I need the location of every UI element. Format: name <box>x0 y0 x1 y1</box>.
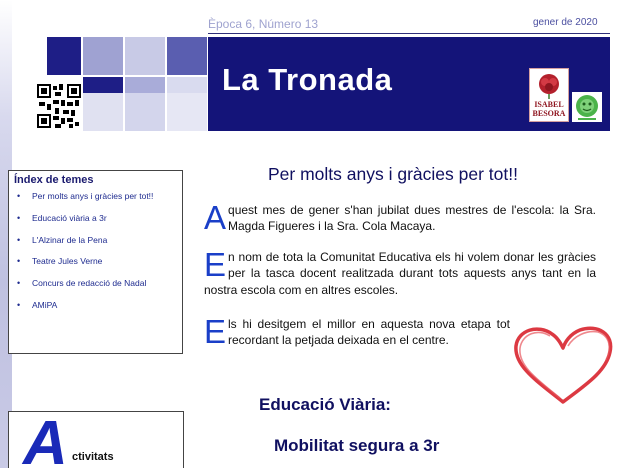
drop-cap: E <box>204 246 227 283</box>
paragraph-text: quest mes de gener s'han jubilat dues mestres de l'escola: la Sra. Magda Figueres i la Sra. Cola Macaya. <box>228 203 596 234</box>
issue-date: gener de 2020 <box>533 17 598 28</box>
index-item[interactable]: • Concurs de redacció de Nadal <box>16 278 153 300</box>
index-item[interactable]: • Teatre Jules Verne <box>16 256 153 278</box>
drop-cap: E <box>204 313 227 350</box>
section-subtitle: Mobilitat segura a 3r <box>274 436 440 455</box>
isabel-besora-logo <box>529 68 569 122</box>
activities-box <box>8 411 184 468</box>
index-item[interactable]: • Per molts anys i gràcies per tot!! <box>16 191 153 213</box>
index-item[interactable]: • L'Alzinar de la Pena <box>16 235 153 257</box>
decor-square <box>83 37 123 75</box>
svg-text:ISABEL: ISABEL <box>534 100 564 109</box>
svg-text:BESORA: BESORA <box>532 109 566 118</box>
decor-square <box>125 93 165 131</box>
decor-square <box>47 37 81 75</box>
article-title: Per molts anys i gràcies per tot!! <box>268 164 518 184</box>
drop-cap: A <box>204 199 227 236</box>
heart-icon <box>508 322 618 406</box>
activities-label: ctivitats <box>72 451 114 463</box>
newsletter-title: La Tronada <box>222 62 393 97</box>
index-item[interactable]: • Educació viària a 3r <box>16 213 153 235</box>
index-list <box>16 191 153 322</box>
issue-number: Època 6, Número 13 <box>208 17 319 31</box>
green-badge-logo <box>572 92 602 122</box>
article-paragraph <box>204 246 596 298</box>
qr-code-icon <box>37 84 81 128</box>
decor-square <box>125 37 165 75</box>
article-paragraph <box>204 199 596 236</box>
index-of-topics <box>8 170 183 354</box>
decor-square <box>167 37 207 75</box>
article-paragraph <box>204 313 510 350</box>
section-title: Educació Viària: <box>259 395 391 414</box>
header-rule <box>208 33 610 34</box>
index-item[interactable]: • AMiPA <box>16 300 153 322</box>
activities-initial: A <box>23 409 68 468</box>
paragraph-text: ls hi desitgem el millor en aquesta nova etapa tot recordant la petjada deixada en el centre. <box>228 317 510 348</box>
decor-square <box>167 93 207 131</box>
index-title: Índex de temes <box>14 174 94 186</box>
decor-square <box>83 93 123 131</box>
paragraph-text: n nom de tota la Comunitat Educativa els hi volem donar les gràcies per la tasca docent realitzada durant tots aquests anys tant en la nostra escola com en altres escoles. <box>204 250 596 297</box>
